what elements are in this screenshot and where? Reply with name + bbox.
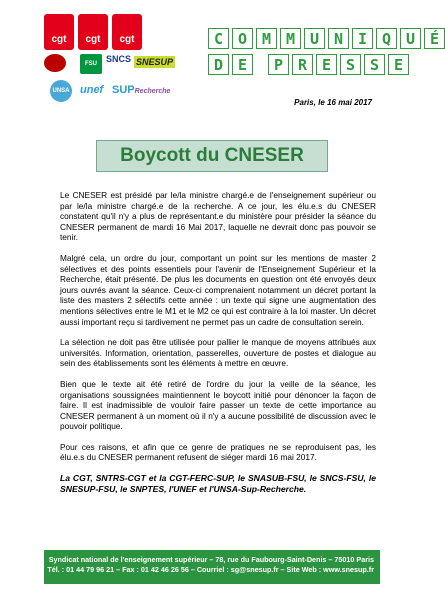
communique-letter-box: U [400,28,421,49]
snasub-logo [44,54,66,72]
communique-letter-box: C [208,28,229,49]
presse-letter-box: E [316,54,337,75]
cgt-logo: cgt [44,14,74,50]
communique-letter-box: É [424,28,445,49]
communique-letter-box: M [256,28,277,49]
communique-letter-box: N [328,28,349,49]
paragraph: Bien que le texte ait été retiré de l'ordre du jour la veille de la séance, les organisations soussignées maintiennent le boycott initié pour dénoncer la façon de faire. Il est inadmissible de vouloir faire passer un texte de cette importance au CNESER permanent à un moment où il n'y a aucune possibilité de discussion avec le pouvoir politique. [60,378,376,432]
presse-letter-box: P [268,54,289,75]
snesup-logo: SNESUP [136,57,174,67]
word-gap [256,54,265,75]
communique-letter-box: Q [376,28,397,49]
de-letter-box: E [232,54,253,75]
press-body [60,190,376,504]
unef-logo: unef [80,84,104,96]
press-date: Paris, le 16 mai 2017 [294,98,372,107]
title-banner [96,140,328,172]
footer-contact: Tél. : 01 44 79 96 21 – Fax : 01 42 46 26 56 – Courriel : sg@snesup.fr – Site Web : www.snesup.fr [47,565,374,574]
communique-heading [208,28,445,49]
snptes-logo: UNSA [50,80,72,102]
presse-heading [208,54,409,75]
paragraph: Malgré cela, un ordre du jour, comportant un point sur les mentions de master 2 sélectives et des points essentiels pour l'avenir de l'Enseignement Supérieur et la Recherche, était présenté. De plus les documents en question ont été envoyés deux jours ouvrés avant la séance. Ceux-ci comprenaient notamment un décret portant la liste des masters 2 sélectifs cette année : un texte qui signe une augmentation des mentions sélectives entre le M1 et le M2 ce qui est contraire à la loi master. Un décret aussi important reçu si tardivement ne permet pas un cadre de consultation serein. [60,252,376,327]
fsu-logo: FSU [80,54,102,74]
unsa-sup-recherche-logo: SUPRecherche [112,84,171,96]
de-letter-box: D [208,54,229,75]
paragraph: Pour ces raisons, et afin que ce genre de pratiques ne se reproduisent pas, les élu.e.s du CNESER permanent refusent de siéger mardi 16 mai 2017. [60,441,376,463]
presse-letter-box: S [340,54,361,75]
communique-letter-box: M [280,28,301,49]
presse-letter-box: E [388,54,409,75]
sntrs-cgt-logo: cgt [112,14,142,50]
page-title: Boycott du CNESER [120,145,304,166]
paragraph: La sélection ne doit pas être utilisée pour pallier le manque de moyens attribués aux universités. Information, orientation, passerelles, ouverture de postes et dialogue au sein des établissements sont les éléments à mettre en œuvre. [60,337,376,369]
signatories: La CGT, SNTRS-CGT et la CGT-FERC-SUP, le SNASUB-FSU, le SNCS-FSU, le SNESUP-FSU, le SNPTES, l'UNEF et l'UNSA-Sup-Recherche. [60,473,376,494]
sncs-logo: SNCS [106,54,132,64]
communique-letter-box: I [352,28,373,49]
presse-letter-box: S [364,54,385,75]
presse-letter-box: R [292,54,313,75]
communique-letter-box: O [232,28,253,49]
union-logos [44,10,174,120]
paragraph: Le CNESER est présidé par le/la ministre chargé.e de l'enseignement supérieur ou par le/la ministre chargé.e de la recherche. A ce jour, les élu.e.s du CNESER constatent qu'il n'y a plus de représentant.e du ministère pour présider la séance du CNESER permanent de mardi 16 Mai 2017, laquelle ne devrait donc pas pouvoir se tenir. [60,190,376,243]
footer-address: Syndicat national de l'enseignement supérieur – 78, rue du Faubourg-Saint-Denis – 75010 Paris [48,555,374,564]
communique-letter-box: U [304,28,325,49]
footer [44,550,380,584]
cgt-ferc-logo: cgt [78,14,108,50]
